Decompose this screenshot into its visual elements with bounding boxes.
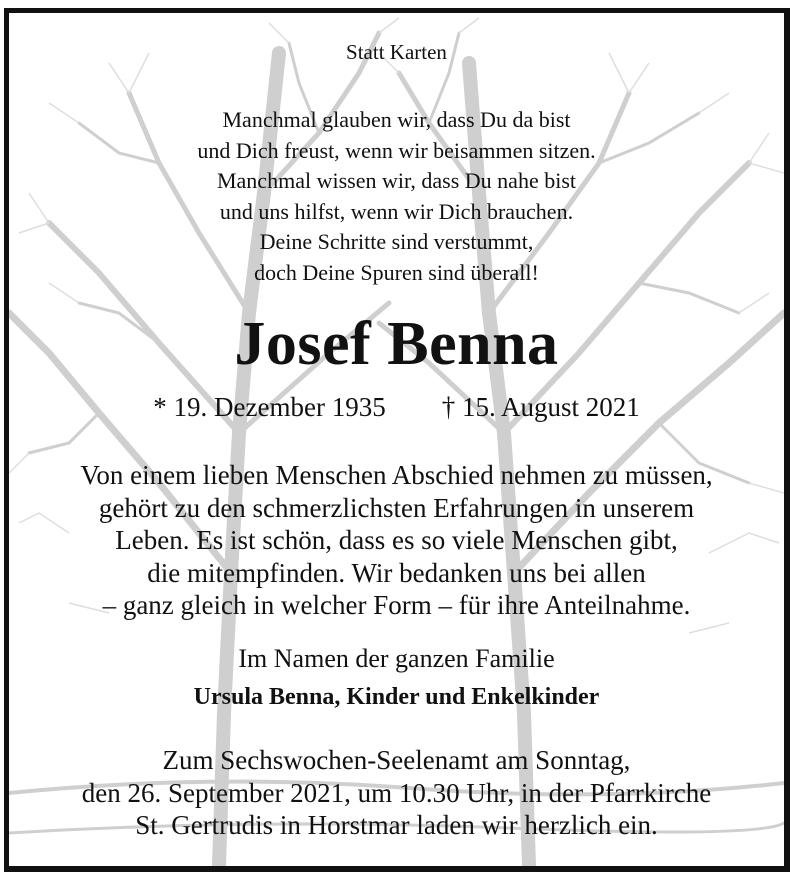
deceased-name: Josef Benna [234,310,559,378]
poem-line: doch Deine Spuren sind überall! [254,259,539,285]
message-line: Leben. Es ist schön, dass es so viele Menschen gibt, [115,525,678,555]
poem-line: und uns hilfst, wenn wir Dich brauchen. [219,198,574,224]
notice-header: Statt Karten [346,40,447,64]
poem [9,105,784,288]
life-dates [9,392,784,423]
signers: Ursula Benna, Kinder und Enkelkinder [193,684,600,710]
poem-line: Manchmal glauben wir, dass Du da bist [222,107,571,132]
invitation-line: St. Gertrudis in Horstmar laden wir herzlich ein. [135,810,658,840]
message-line: Von einem lieben Menschen Abschied nehmen zu müssen, [80,460,713,490]
message-line: – ganz gleich in welcher Form – für ihre Anteilnahme. [102,590,691,620]
notice-content [9,13,784,866]
message-line: gehört zu den schmerzlichsten Erfahrungen in unserem [98,492,695,523]
thank-you-message [9,459,784,622]
poem-line: und Dich freust, wenn wir beisammen sitzen. [197,137,596,163]
invitation-line: Zum Sechswochen-Seelenamt am Sonntag, [162,745,631,775]
invitation-line: den 26. September 2021, um 10.30 Uhr, in der Pfarrkirche [81,777,712,808]
birth-date: * 19. Dezember 1935 [153,392,386,422]
poem-line: Deine Schritte sind verstummt, [259,229,534,254]
message-line: die mitempfinden. Wir bedanken uns bei allen [147,557,646,588]
poem-line: Manchmal wissen wir, dass Du nahe bist [216,168,576,193]
service-invitation [9,744,784,842]
obituary-notice [4,8,790,872]
family-line: Im Namen der ganzen Familie [238,644,555,673]
death-date: † 15. August 2021 [441,392,640,422]
